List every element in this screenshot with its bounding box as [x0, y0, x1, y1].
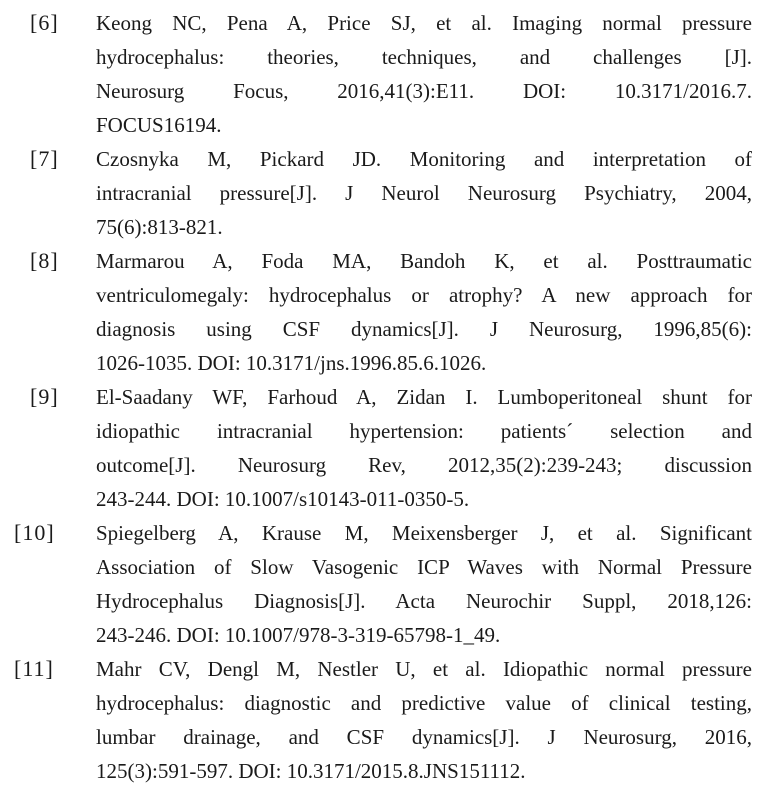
- reference-line: Marmarou A, Foda MA, Bandoh K, et al. Posttraumatic: [96, 249, 752, 273]
- reference-line: El-Saadany WF, Farhoud A, Zidan I. Lumboperitoneal shunt for: [96, 385, 752, 409]
- reference-line: 243-244. DOI: 10.1007/s10143-011-0350-5.: [96, 487, 470, 511]
- reference-number: [9]: [30, 384, 59, 409]
- reference-line: 1026-1035. DOI: 10.3171/jns.1996.85.6.1026.: [96, 351, 487, 375]
- reference-text: [96, 652, 752, 788]
- reference-text: [96, 6, 752, 142]
- reference-line: 125(3):591-597. DOI: 10.3171/2015.8.JNS151112.: [96, 759, 526, 783]
- reference-line: Association of Slow Vasogenic ICP Waves with Normal Pressure: [96, 555, 752, 579]
- reference-line: ventriculomegaly: hydrocephalus or atrophy? A new approach for: [96, 283, 752, 307]
- reference-number: [8]: [30, 248, 59, 273]
- reference-line: idiopathic intracranial hypertension: patients´ selection and: [96, 419, 752, 443]
- reference-number: [10]: [14, 520, 55, 545]
- reference-line: intracranial pressure[J]. J Neurol Neurosurg Psychiatry, 2004,: [96, 181, 752, 205]
- reference-line: Keong NC, Pena A, Price SJ, et al. Imaging normal pressure: [96, 11, 752, 35]
- reference-text: [96, 380, 752, 516]
- reference-line: FOCUS16194.: [96, 113, 222, 137]
- reference-line: 243-246. DOI: 10.1007/978-3-319-65798-1_49.: [96, 623, 501, 647]
- reference-line: hydrocephalus: diagnostic and predictive value of clinical testing,: [96, 691, 752, 715]
- reference-line: Neurosurg Focus, 2016,41(3):E11. DOI: 10.3171/2016.7.: [96, 79, 752, 103]
- reference-number: [11]: [14, 656, 54, 681]
- reference-line: Spiegelberg A, Krause M, Meixensberger J, et al. Significant: [96, 521, 752, 545]
- reference-line: Czosnyka M, Pickard JD. Monitoring and interpretation of: [96, 147, 752, 171]
- reference-line: Hydrocephalus Diagnosis[J]. Acta Neurochir Suppl, 2018,126:: [96, 589, 752, 613]
- reference-line: lumbar drainage, and CSF dynamics[J]. J Neurosurg, 2016,: [96, 725, 752, 749]
- reference-line: 75(6):813-821.: [96, 215, 223, 239]
- reference-number: [6]: [30, 10, 59, 35]
- reference-text: [96, 142, 752, 244]
- reference-line: outcome[J]. Neurosurg Rev, 2012,35(2):239-243; discussion: [96, 453, 752, 477]
- reference-line: diagnosis using CSF dynamics[J]. J Neurosurg, 1996,85(6):: [96, 317, 752, 341]
- reference-text: [96, 244, 752, 380]
- reference-line: Mahr CV, Dengl M, Nestler U, et al. Idiopathic normal pressure: [96, 657, 752, 681]
- reference-line: hydrocephalus: theories, techniques, and challenges [J].: [96, 45, 752, 69]
- reference-number: [7]: [30, 146, 59, 171]
- reference-text: [96, 516, 752, 652]
